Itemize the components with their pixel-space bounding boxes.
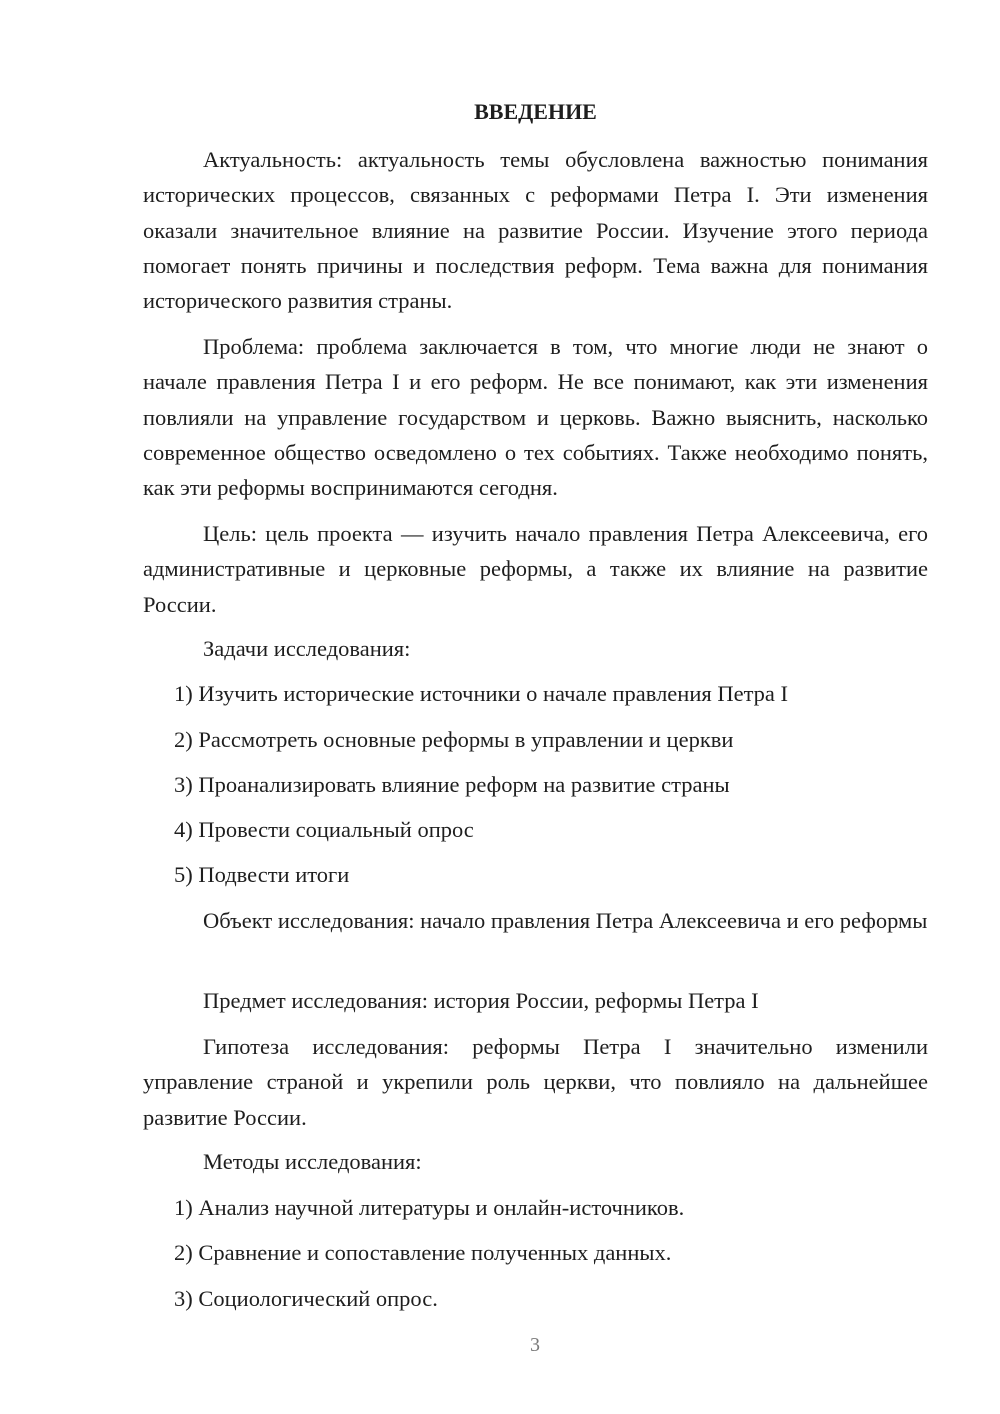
methods-heading: Методы исследования: bbox=[203, 1149, 422, 1174]
problem-paragraph: Проблема: проблема заключается в том, что многие люди не знают о начале правления Петра I и его реформ. Не все понимают, как эти изменения повлияли на управление государством и церковь. Важно выяснить, насколько современное общество осведомлено о тех событиях. Также необходимо понять, как эти реформы воспринимаются сегодня. bbox=[143, 334, 928, 501]
relevance-paragraph: Актуальность: актуальность темы обусловлена важностью понимания исторических процессов, связанных с реформами Петра I. Эти изменения оказали значительное влияние на развитие России. Изучение этого периода помогает понять причины и последствия реформ. Тема важна для понимания исторического развития страны. bbox=[143, 147, 928, 314]
task-item: 5) Подвести итоги bbox=[174, 862, 350, 887]
page-number: 3 bbox=[530, 1334, 540, 1356]
tasks-heading: Задачи исследования: bbox=[203, 636, 411, 661]
object-paragraph: Объект исследования: начало правления Петра Алексеевича и его реформы bbox=[203, 908, 928, 933]
method-item: 1) Анализ научной литературы и онлайн-источников. bbox=[174, 1195, 685, 1220]
hypothesis-paragraph: Гипотеза исследования: реформы Петра I значительно изменили управление страной и укрепили роль церкви, что повлияло на дальнейшее развитие России. bbox=[143, 1034, 928, 1130]
section-title: ВВЕДЕНИЕ bbox=[474, 99, 597, 124]
subject-paragraph: Предмет исследования: история России, реформы Петра I bbox=[203, 988, 759, 1013]
task-item: 1) Изучить исторические источники о начале правления Петра I bbox=[174, 681, 789, 706]
goal-paragraph: Цель: цель проекта — изучить начало правления Петра Алексеевича, его административные и церковные реформы, а также их влияние на развитие России. bbox=[143, 521, 928, 617]
method-item: 2) Сравнение и сопоставление полученных данных. bbox=[174, 1240, 672, 1265]
task-item: 2) Рассмотреть основные реформы в управлении и церкви bbox=[174, 727, 734, 752]
task-item: 3) Проанализировать влияние реформ на развитие страны bbox=[174, 772, 730, 797]
task-item: 4) Провести социальный опрос bbox=[174, 817, 474, 842]
method-item: 3) Социологический опрос. bbox=[174, 1286, 438, 1311]
